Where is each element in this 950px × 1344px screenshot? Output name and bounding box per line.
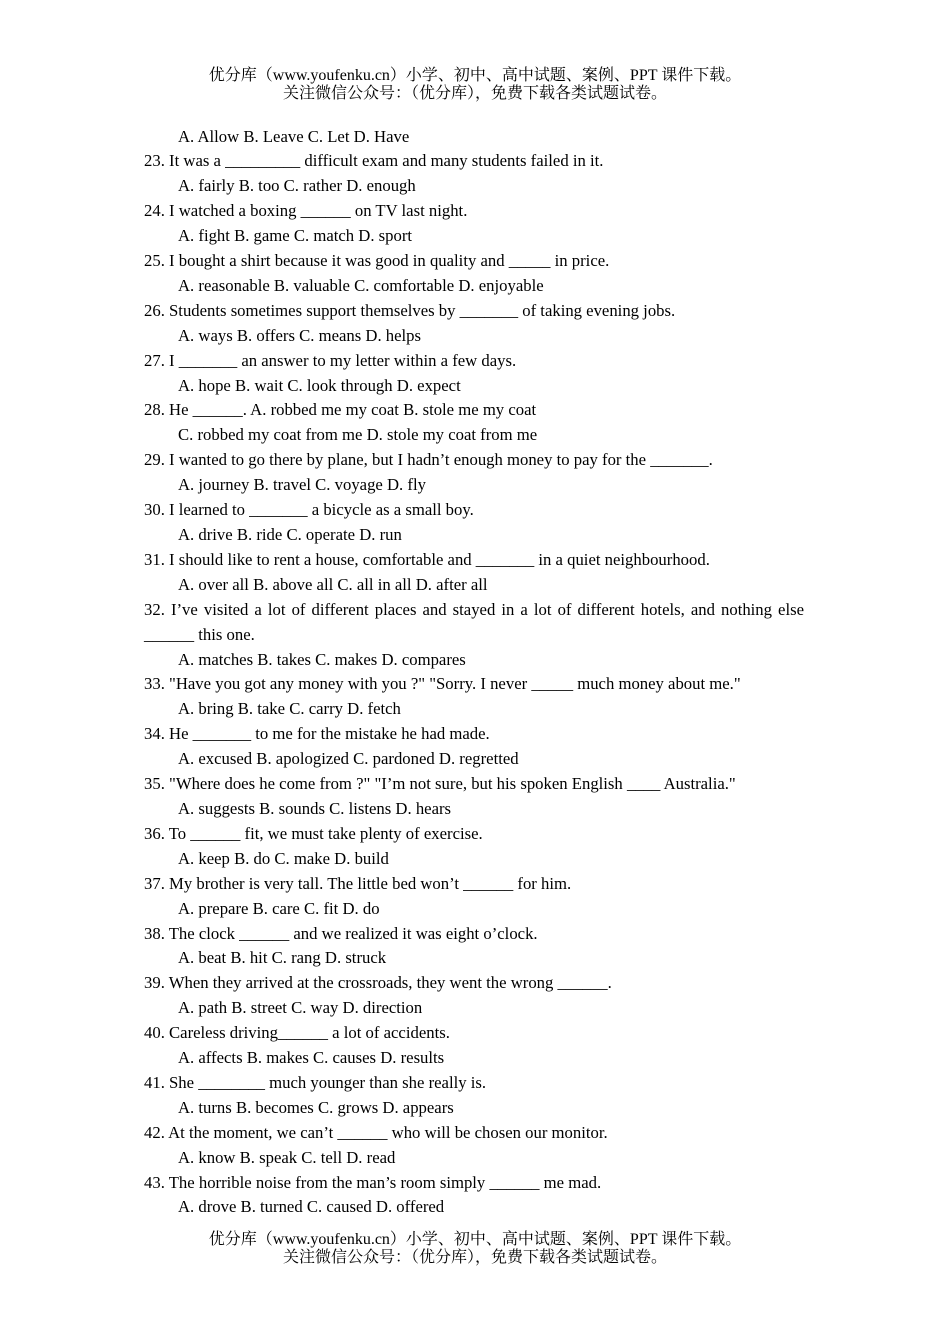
question-number: 30. bbox=[144, 500, 165, 520]
question-text: My brother is very tall. The little bed won’t ______ for him. bbox=[169, 873, 572, 893]
answer-options: A. ways B. offers C. means D. helps bbox=[178, 325, 422, 345]
question-number: 26. bbox=[144, 300, 165, 320]
footer-line-2: 关注微信公众号：（优分库），免费下载各类试题试卷。 bbox=[282, 1248, 667, 1266]
answer-options: A. prepare B. care C. fit D. do bbox=[178, 898, 380, 918]
question-text: The clock ______ and we realized it was eight o’clock. bbox=[168, 923, 538, 943]
question-37 bbox=[144, 872, 804, 922]
question-stem bbox=[144, 872, 804, 897]
header-line-2: 关注微信公众号：（优分库），免费下载各类试题试卷。 bbox=[282, 84, 667, 102]
answer-options: A. path B. street C. way D. direction bbox=[178, 998, 423, 1018]
question-text: "Have you got any money with you ?" "Sorry. I never _____ much money about me." bbox=[169, 674, 741, 694]
question-number: 35. bbox=[144, 774, 165, 794]
question-stem bbox=[144, 448, 804, 473]
question-23 bbox=[144, 149, 804, 199]
question-24 bbox=[144, 199, 804, 249]
answer-options: C. robbed my coat from me D. stole my coat from me bbox=[178, 425, 538, 445]
question-text: She ________ much younger than she really is. bbox=[169, 1072, 487, 1092]
answer-options: A. drove B. turned C. caused D. offered bbox=[178, 1197, 445, 1217]
question-stem bbox=[144, 598, 804, 648]
question-34 bbox=[144, 722, 804, 772]
question-number: 28. bbox=[144, 400, 165, 420]
question-number: 25. bbox=[144, 251, 165, 271]
question-number: 31. bbox=[144, 549, 165, 569]
question-text: I bought a shirt because it was good in quality and _____ in price. bbox=[169, 251, 610, 271]
question-text: He _______ to me for the mistake he had made. bbox=[169, 724, 490, 744]
question-41 bbox=[144, 1071, 804, 1121]
question-35 bbox=[144, 772, 804, 822]
question-stem bbox=[144, 672, 804, 697]
question-stem bbox=[144, 498, 804, 523]
answer-options: A. fairly B. too C. rather D. enough bbox=[178, 176, 416, 196]
question-number: 34. bbox=[144, 724, 165, 744]
question-text: I wanted to go there by plane, but I hadn’t enough money to pay for the _______. bbox=[169, 450, 713, 470]
answer-options: A. suggests B. sounds C. listens D. hears bbox=[178, 798, 452, 818]
question-text: He ______. bbox=[169, 400, 247, 420]
page-header bbox=[0, 67, 950, 102]
question-27 bbox=[144, 349, 804, 399]
answer-options: A. Allow B. Leave C. Let D. Have bbox=[178, 126, 410, 146]
question-32 bbox=[144, 598, 804, 673]
question-stem bbox=[144, 1121, 804, 1146]
question-list bbox=[144, 125, 804, 1221]
question-29 bbox=[144, 448, 804, 498]
question-30 bbox=[144, 498, 804, 548]
answer-options: A. bring B. take C. carry D. fetch bbox=[178, 699, 401, 719]
header-line-1: 优分库（www.youfenku.cn）小学、初中、高中试题、案例、PPT 课件下载。 bbox=[208, 67, 742, 85]
question-28 bbox=[144, 398, 804, 448]
answer-options: A. journey B. travel C. voyage D. fly bbox=[178, 475, 426, 495]
question-text: I should like to rent a house, comfortable and _______ in a quiet neighbourhood. bbox=[169, 549, 710, 569]
answer-options: A. turns B. becomes C. grows D. appears bbox=[178, 1097, 454, 1117]
question-number: 39. bbox=[144, 973, 165, 993]
question-stem bbox=[144, 772, 804, 797]
question-42 bbox=[144, 1121, 804, 1171]
question-number: 24. bbox=[144, 201, 165, 221]
answer-options: A. fight B. game C. match D. sport bbox=[178, 226, 413, 246]
question-text: At the moment, we can’t ______ who will be chosen our monitor. bbox=[168, 1122, 608, 1142]
question-stem bbox=[144, 149, 804, 174]
question-text: To ______ fit, we must take plenty of exercise. bbox=[168, 823, 483, 843]
question-stem bbox=[144, 1071, 804, 1096]
question-stem bbox=[144, 1171, 804, 1196]
question-number: 23. bbox=[144, 151, 165, 171]
question-25 bbox=[144, 249, 804, 299]
question-stem bbox=[144, 299, 804, 324]
answer-options: A. keep B. do C. make D. build bbox=[178, 848, 389, 868]
question-stem bbox=[144, 398, 804, 423]
answer-options: A. hope B. wait C. look through D. expect bbox=[178, 375, 461, 395]
question-number: 29. bbox=[144, 450, 165, 470]
question-stem bbox=[144, 249, 804, 274]
footer-line-1: 优分库（www.youfenku.cn）小学、初中、高中试题、案例、PPT 课件下载。 bbox=[208, 1231, 742, 1249]
question-text: I’ve visited a lot of different places and stayed in a lot of different hotels, and nothing else ______ this one. bbox=[144, 599, 805, 644]
question-number: 37. bbox=[144, 873, 165, 893]
question-number: 38. bbox=[144, 923, 165, 943]
question-text: The horrible noise from the man’s room simply ______ me mad. bbox=[168, 1172, 602, 1192]
question-number: 40. bbox=[144, 1023, 165, 1043]
answer-options: A. beat B. hit C. rang D. struck bbox=[178, 948, 387, 968]
question-26 bbox=[144, 299, 804, 349]
question-stem bbox=[144, 199, 804, 224]
answer-options: A. drive B. ride C. operate D. run bbox=[178, 525, 402, 544]
answer-options: A. know B. speak C. tell D. read bbox=[178, 1147, 396, 1167]
question-stem bbox=[144, 548, 804, 573]
question-text: Students sometimes support themselves by _______ of taking evening jobs. bbox=[169, 300, 676, 320]
question-22-continued bbox=[144, 125, 804, 150]
question-40 bbox=[144, 1021, 804, 1071]
question-stem bbox=[144, 349, 804, 374]
question-number: 42. bbox=[144, 1122, 165, 1142]
answer-options: A. over all B. above all C. all in all D. after all bbox=[178, 574, 488, 594]
question-stem bbox=[144, 971, 804, 996]
inline-answer-options: A. robbed me my coat B. stole me my coat bbox=[250, 400, 537, 420]
question-text: Careless driving______ a lot of accidents. bbox=[169, 1023, 450, 1043]
question-36 bbox=[144, 822, 804, 872]
answer-options: A. excused B. apologized C. pardoned D. regretted bbox=[178, 749, 519, 769]
answer-options: A. reasonable B. valuable C. comfortable D. enjoyable bbox=[178, 275, 544, 295]
question-number: 32. bbox=[144, 599, 165, 619]
question-stem bbox=[144, 1021, 804, 1046]
question-text: I watched a boxing ______ on TV last night. bbox=[169, 201, 468, 221]
question-text: "Where does he come from ?" "I’m not sure, but his spoken English ____ Australia." bbox=[169, 774, 736, 794]
question-stem bbox=[144, 722, 804, 747]
question-number: 27. bbox=[144, 350, 165, 370]
question-33 bbox=[144, 672, 804, 722]
question-43 bbox=[144, 1171, 804, 1221]
question-number: 36. bbox=[144, 823, 165, 843]
question-number: 41. bbox=[144, 1072, 165, 1092]
answer-options: A. matches B. takes C. makes D. compares bbox=[178, 649, 466, 669]
question-38 bbox=[144, 922, 804, 972]
question-number: 33. bbox=[144, 674, 165, 694]
question-stem bbox=[144, 822, 804, 847]
question-stem bbox=[144, 922, 804, 947]
answer-options: A. affects B. makes C. causes D. results bbox=[178, 1048, 445, 1068]
question-text: It was a _________ difficult exam and many students failed in it. bbox=[169, 151, 604, 171]
question-number: 43. bbox=[144, 1172, 165, 1192]
question-39 bbox=[144, 971, 804, 1021]
question-text: I learned to _______ a bicycle as a small boy. bbox=[169, 500, 474, 520]
question-text: When they arrived at the crossroads, they went the wrong ______. bbox=[168, 973, 612, 993]
question-31 bbox=[144, 548, 804, 598]
question-text: I _______ an answer to my letter within a few days. bbox=[169, 350, 517, 370]
page-footer bbox=[0, 1231, 950, 1266]
